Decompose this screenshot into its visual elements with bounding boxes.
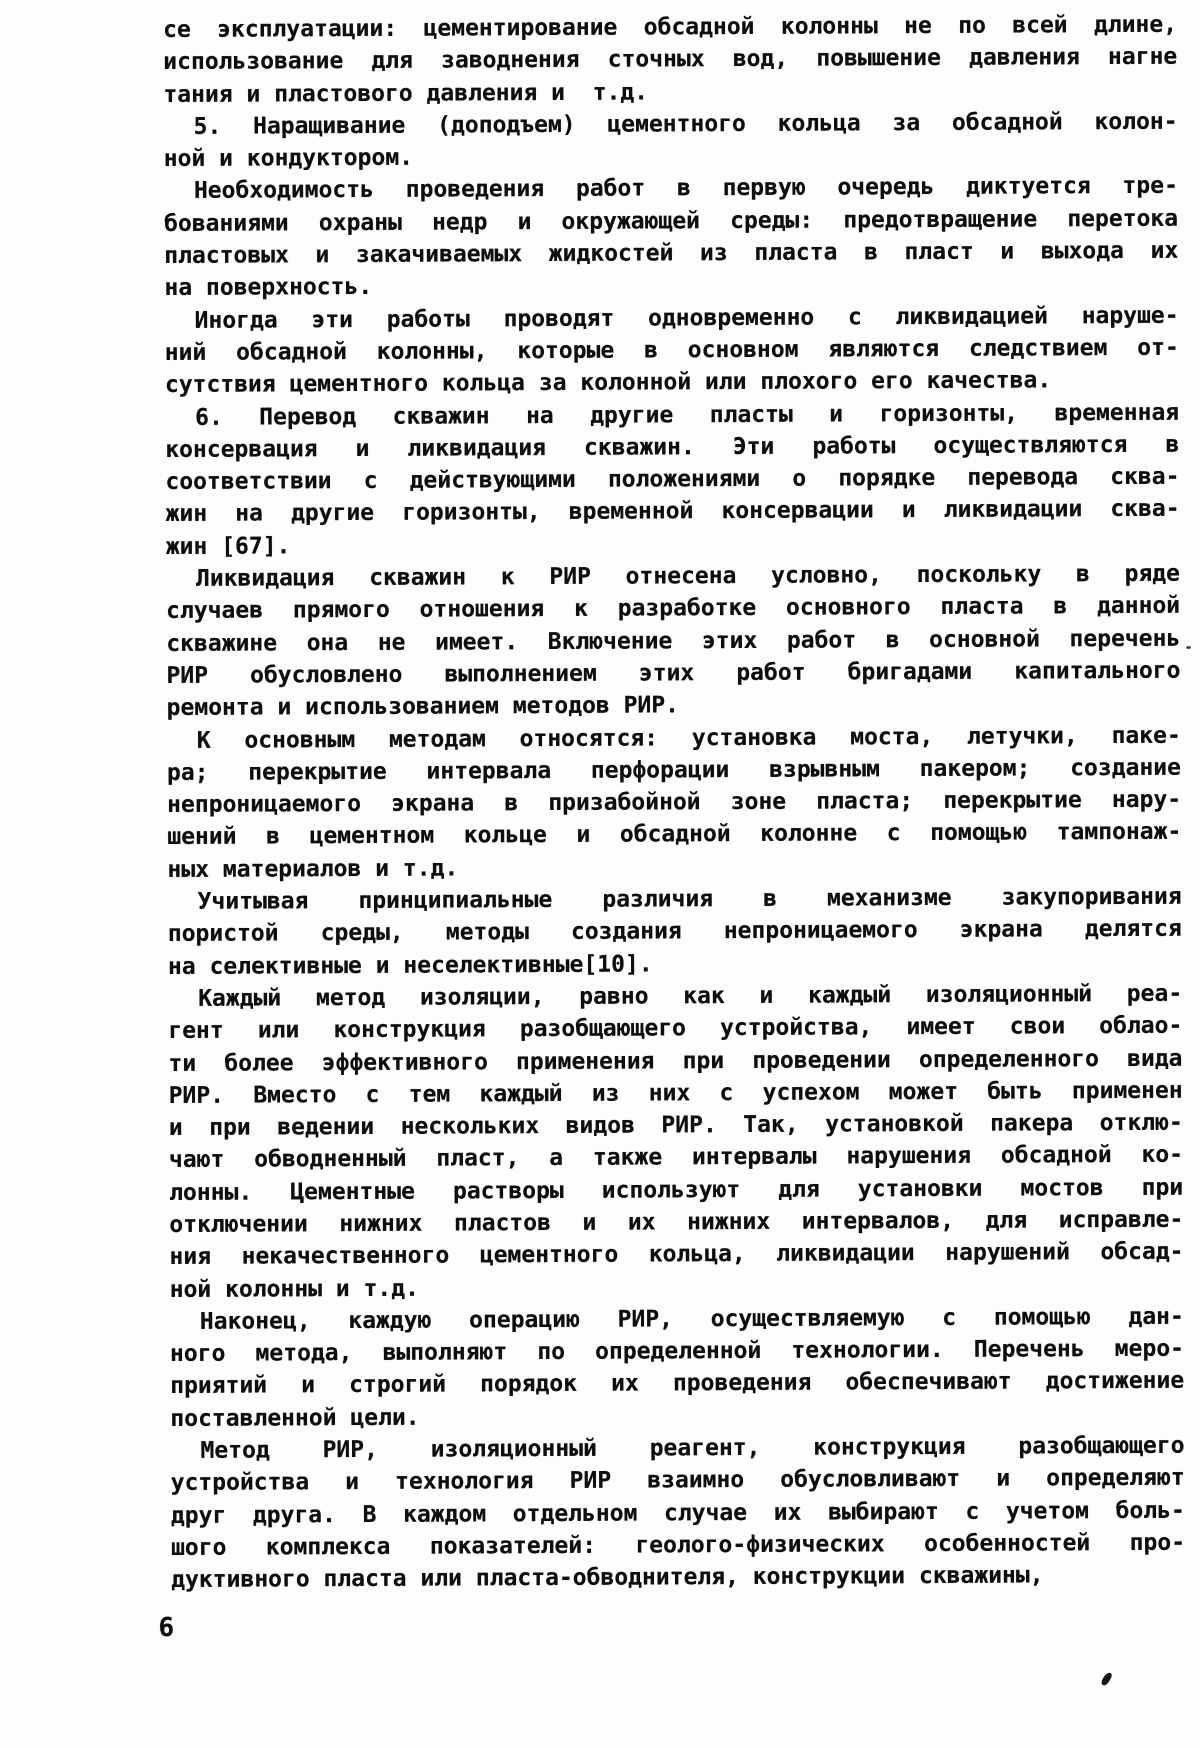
page-text-block (158, 9, 1186, 1644)
text-line: устройства и технология РИР взаимно обусловливают и определяют (170, 1465, 1185, 1497)
text-line: жин [67]. (165, 533, 291, 560)
text-line: РИР обусловлено выполнением этих работ бригадами капитального (166, 657, 1181, 689)
text-line: К основным методам относятся: установка моста, летучки, паке- (196, 722, 1181, 754)
text-line: Метод РИР, изоляционный реагент, конструкция разобщающего (200, 1432, 1185, 1464)
page-number: 6 (158, 1612, 175, 1644)
text-line: консервация и ликвидация скважин. Эти работы осуществляются в (165, 431, 1180, 463)
text-line: дуктивного пласта или пласта-обводнителя, конструкции скважины, (171, 1562, 1044, 1594)
text-line: использование для заводнения сточных вод, повышение давления нагне (163, 43, 1178, 76)
text-line: на селективные и неселективные[10]. (167, 951, 653, 980)
text-line: ний обсадной колонны, которые в основном являются следствием от- (164, 334, 1179, 366)
text-line: ного метода, выполняют по определенной технологии. Перечень меро- (169, 1335, 1185, 1368)
text-line: Иногда эти работы проводят одновременно с ликвидацией наруше- (194, 302, 1179, 334)
text-line: приятий и строгий порядок их проведения обеспечивают достижение (170, 1368, 1185, 1400)
text-line: случаев прямого отношения к разработке основного пласта в данной (166, 593, 1181, 625)
text-line: и при ведении нескольких видов РИР. Так, установкой пакера отклю- (168, 1109, 1183, 1142)
text-line: Необходимость проведения работ в первую очередь диктуется тре- (193, 173, 1178, 205)
text-line: Наконец, каждую операцию РИР, осуществляемую с помощью дан- (199, 1303, 1184, 1335)
text-line: ния некачественного цементного кольца, ликвидации нарушений обсад- (169, 1238, 1184, 1271)
text-line: Ликвидация скважин к РИР отнесена условно, поскольку в ряде (195, 560, 1181, 592)
text-line: шого комплекса показателей: геолого-физических особенностей про- (170, 1529, 1186, 1561)
text-line: ных материалов и т.д. (167, 855, 459, 883)
text-line: на поверхность. (164, 274, 373, 302)
text-line: друг друга. В каждом отдельном случае их выбирают с учетом боль- (170, 1497, 1185, 1529)
text-line: непроницаемого экрана в призабойной зоне пласта; перекрытие нару- (167, 786, 1182, 819)
text-line: пластовых и закачиваемых жидкостей из пласта в пласт и выхода их (164, 237, 1179, 270)
text-line: отключении нижних пластов и их нижних интервалов, для исправле- (169, 1206, 1184, 1238)
text-line: ной и кондуктором. (163, 144, 414, 173)
text-line: РИР. Вместо с тем каждый из них с успехом может быть применен (168, 1077, 1183, 1109)
text-line: жин на другие горизонты, временной консервации и ликвидации сква- (165, 496, 1180, 528)
text-line: 5. Наращивание (доподъем) цементного кольца за обсадной колон- (193, 108, 1178, 140)
text-line: шений в цементном кольце и обсадной колонне с помощью тампонаж- (167, 819, 1182, 851)
body-text (163, 9, 1185, 1597)
text-line: пористой среды, методы создания непроницаемого экрана делятся (167, 915, 1182, 948)
text-line: ра; перекрытие интервала перфорации взрывным пакером; создание (166, 754, 1182, 786)
text-line: се эксплуатации: цементирование обсадной колонны не по всей длине, (163, 11, 1178, 43)
ink-speck (1100, 1671, 1112, 1687)
text-line: бованиями охраны недр и окружающей среды: предотвращение перетока (164, 205, 1179, 237)
text-line: ной колонны и т.д. (169, 1275, 419, 1303)
text-line: гент или конструкция разобщающего устройства, имеет свои облао- (168, 1012, 1183, 1045)
text-line: 6. Перевод скважин на другие пласты и горизонты, временная (195, 399, 1180, 431)
text-line: сутствия цементного кольца за колонной или плохого его качества. (164, 367, 1052, 399)
text-line: скважине она не имеет. Включение этих работ в основной перечень (166, 625, 1181, 657)
text-line: поставленной цели. (170, 1404, 420, 1432)
text-line: чают обводненный пласт, а также интервалы нарушения обсадной ко- (168, 1142, 1184, 1174)
text-line: ремонта и использованием методов РИР. (166, 692, 680, 722)
text-line: Учитывая принципиальные различия в механизме закупоривания (197, 883, 1182, 915)
text-line: тания и пластового давления и т.д. (163, 79, 649, 108)
ink-speck (1186, 646, 1191, 649)
text-line: Каждый метод изоляции, равно как и каждый изоляционный реа- (198, 980, 1183, 1012)
text-line: лонны. Цементные растворы используют для установки мостов при (169, 1174, 1184, 1206)
text-line: ти более эффективного применения при проведении определенного вида (168, 1045, 1183, 1077)
text-line: соответствии с действующими положениями о порядке перевода сква- (165, 463, 1180, 496)
